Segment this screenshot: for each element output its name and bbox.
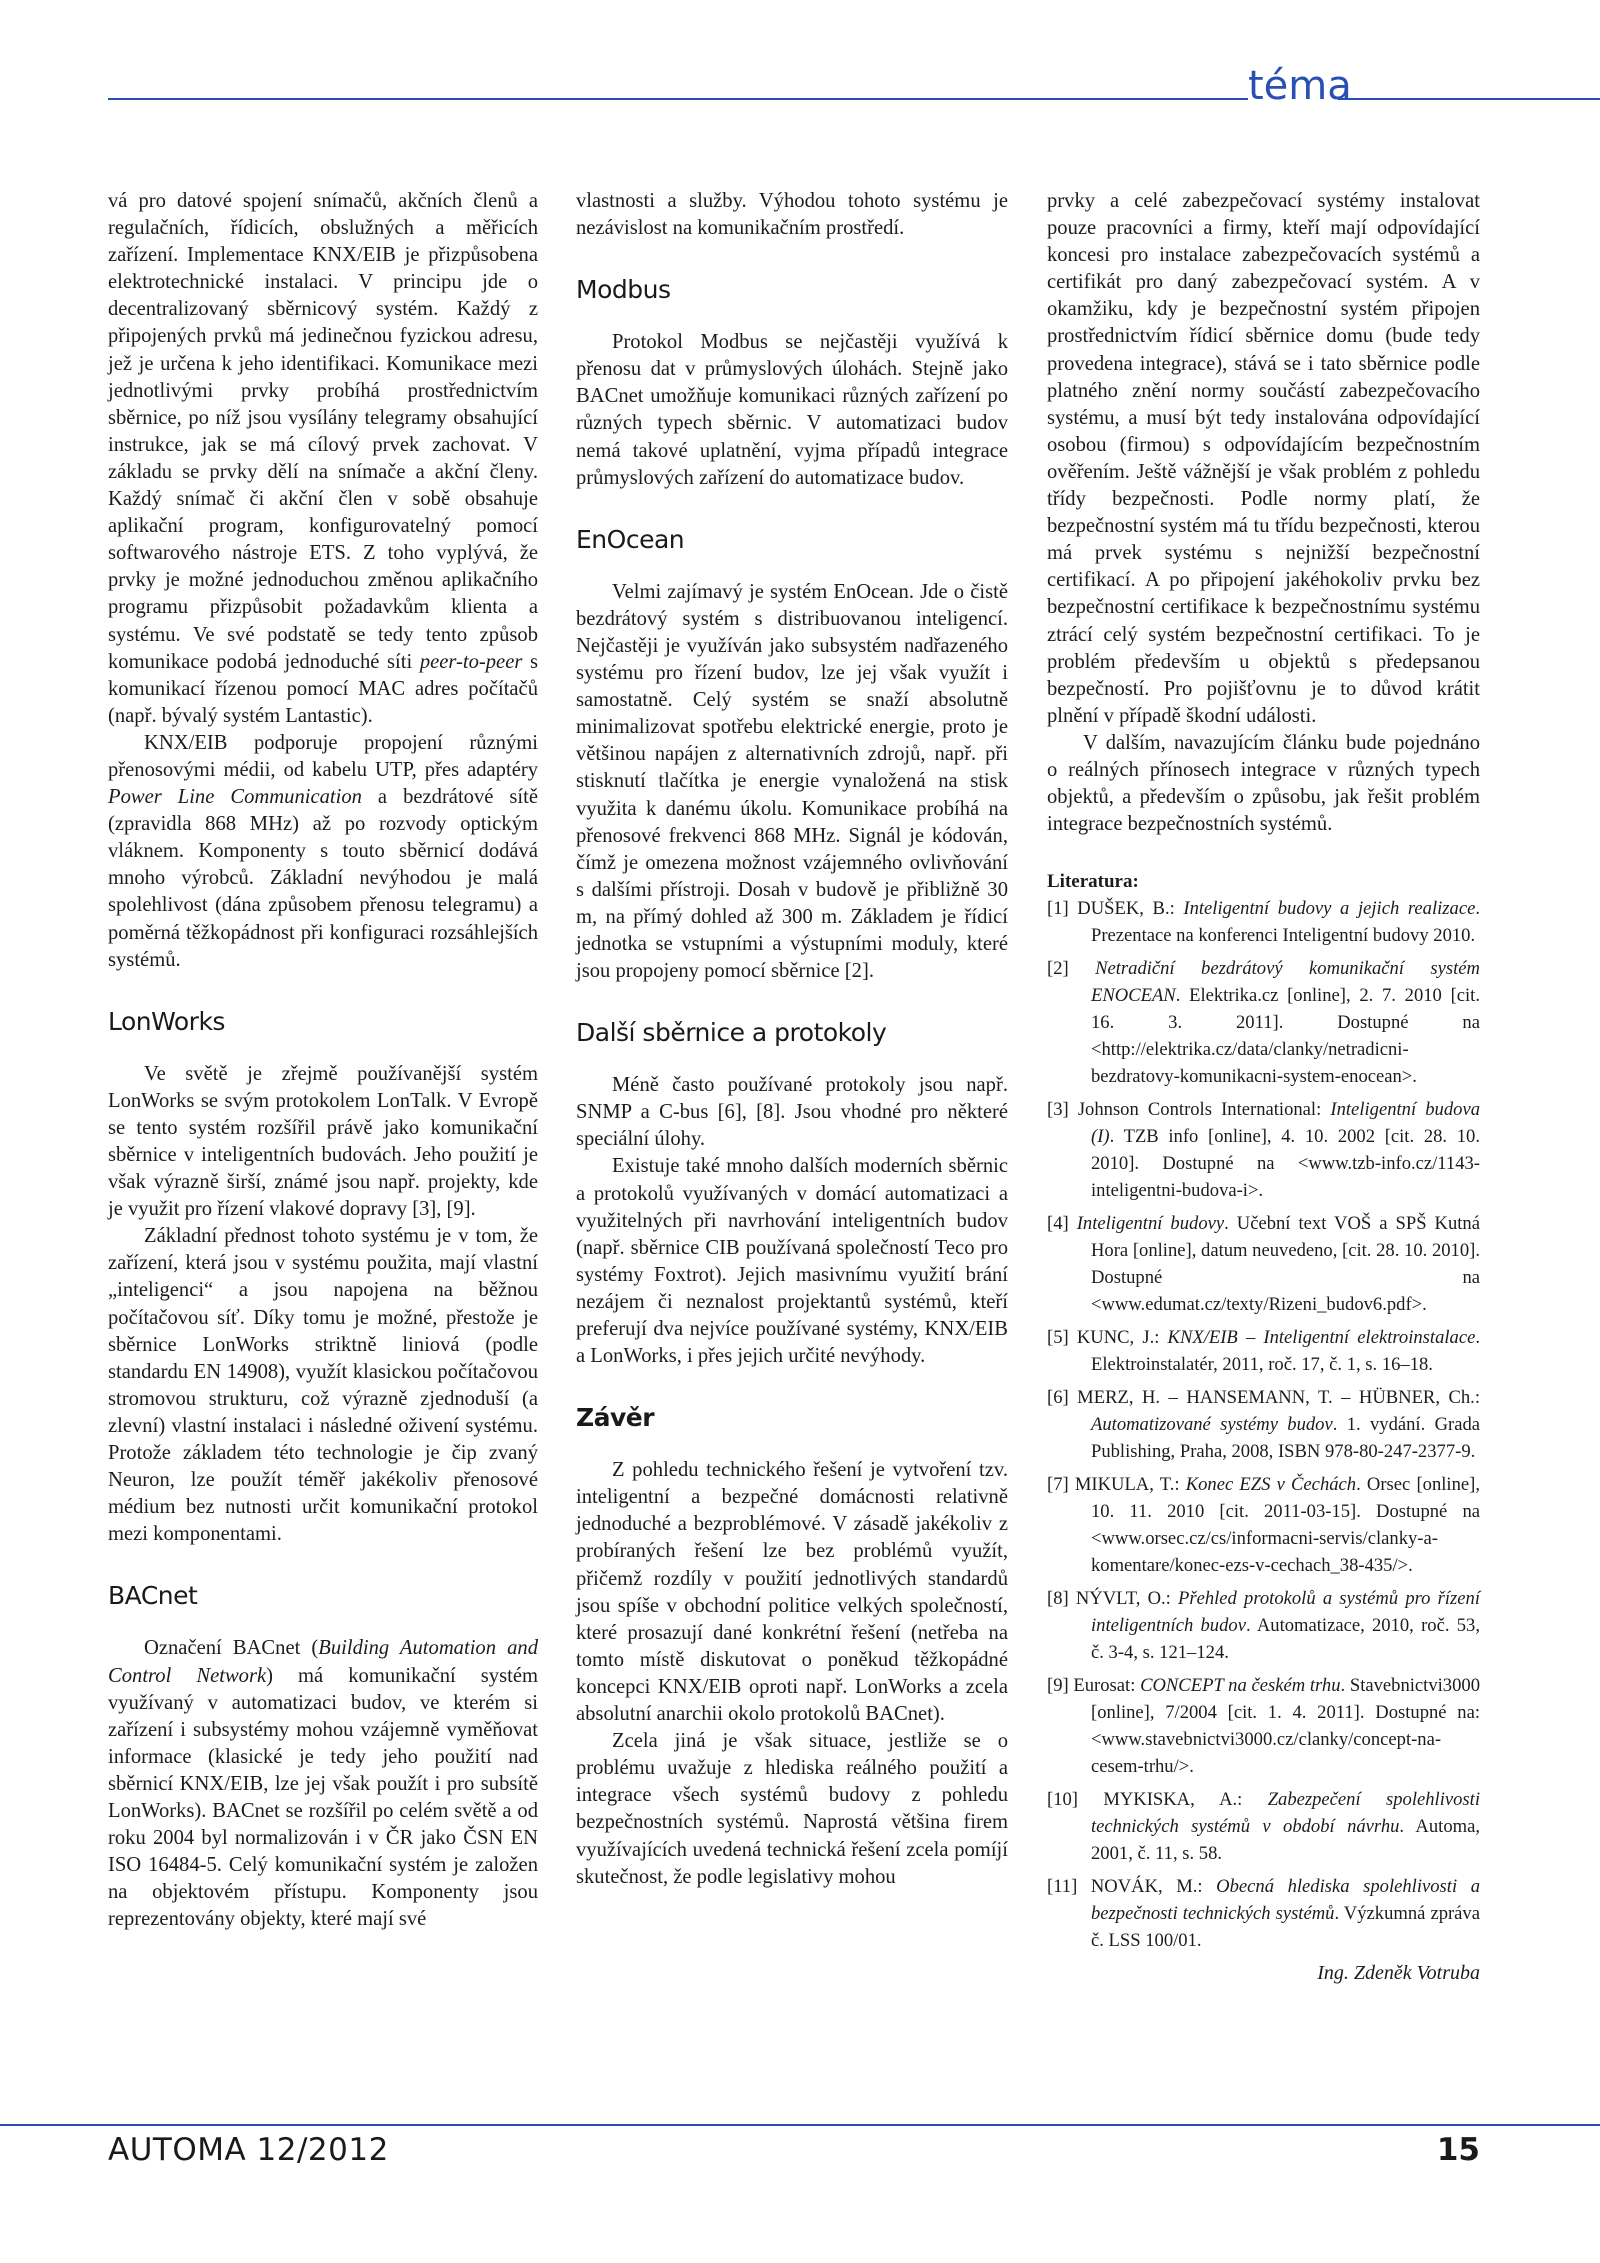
paragraph: vá pro datové spojení snímačů, akčních členů a regulačních, řídicích, obslužných a měřicích zařízení. Implementace KNX/EIB je přizpůsobena elektrotechnické instalaci. V principu jde o decentralizovaný sběrnicový systém. Každý z připojených prvků má jedinečnou fyzickou adresu, jež je určena k jeho identifikaci. Komunikace mezi jednotlivými prvky probíhá prostřednictvím sběrnice, po níž jsou vysílány telegramy obsahující instrukce, jak se má cílový prvek zachovat. V základu se prvky dělí na snímače a akční členy. Každý snímač či akční člen v sobě obsahuje aplikační program, konfigurovatelný pomocí softwarového nástroje ETS. Z toho vyplývá, že prvky je možné jednoduchou změnou aplikačního programu přizpůsobit požadavkům klienta a systému. Ve své podstatě se tedy tento způsob komunikace podobá jednoduché síti peer-to-peer s komunikací řízenou pomocí MAC adres počítačů (např. bývalý systém Lantastic). bbox=[108, 190, 538, 727]
reference-item: [3] Johnson Controls International: Inteligentní budova (I). TZB info [online], 4. 10. 2002 [cit. 28. 10. 2010]. Dostupné na <www.tzb-info.cz/1143-inteligentni-budova-i>. bbox=[1047, 1099, 1480, 1202]
header-rule-right bbox=[1336, 98, 1600, 100]
reference-item: [11] NOVÁK, M.: Obecná hlediska spolehlivosti a bezpečnosti technických systémů. Výzkumná zpráva č. LSS 100/01. bbox=[1047, 1876, 1480, 1952]
reference-item: [2] Netradiční bezdrátový komunikační systém ENOCEAN. Elektrika.cz [online], 2. 7. 2010 [cit. 16. 3. 2011]. Dostupné na <http://elektrika.cz/data/clanky/netradicni-bezdratovy-komunikacni-system-enocean>. bbox=[1047, 958, 1480, 1088]
paragraph: prvky a celé zabezpečovací systémy instalovat pouze pracovníci a firmy, kteří mají odpovídající koncesi pro instalace zabezpečovacích systémů a certifikát pro daný zabezpečovací systém. A v okamžiku, kdy je bezpečnostní systém připojen prostřednictvím řídicí sběrnice domu (bude tedy provedena integrace), stává se i tato sběrnice podle platného znění normy součástí zabezpečovacího systému, a musí být tedy instalována odpovídající osobou (firmou) s odpovídajícím bezpečnostním ověřením. Ještě vážnější je však problém z pohledu třídy bezpečnosti. Podle normy platí, že bezpečnostní systém má tu třídu bezpečnosti, kterou má prvek systému s nejnižší bezpečnostní certifikací. A po připojení jakéhokoliv prvku bez bezpečnostní certifikace k bezpečnostnímu systému ztrácí celý systém bezpečnostní certifikaci. To je problém především u objektů s předepsanou bezpečností. Pro pojišťovnu je to důvod krátit plnění v případě škodní události. bbox=[1047, 190, 1480, 727]
footer-rule bbox=[0, 2124, 1600, 2126]
paragraph: Základní přednost tohoto systému je v tom, že zařízení, která jsou v systému použita, mají vlastní „inteligenci“ a jsou napojena na běžnou počítačovou síť. Díky tomu je možné, přestože je sběrnice LonWorks striktně liniová (podle standardu EN 14908), využít klasickou počítačovou stromovou strukturu, což výrazně zjednoduší (a zlevní) vlastní instalaci i následné oživení systému. Protože základem této technologie je čip zvaný Neuron, lze použít téměř jakékoliv přenosové médium bez nutnosti určit komunikační protokol mezi komponentami. bbox=[108, 1225, 538, 1546]
reference-item: [7] MIKULA, T.: Konec EZS v Čechách. Orsec [online], 10. 11. 2010 [cit. 2011-03-15]. Dostupné na <www.orsec.cz/cs/informacni-servis/clanky-a-komentare/konec-ezs-v-cechach_38-435/>. bbox=[1047, 1474, 1480, 1577]
heading-modbus: Modbus bbox=[576, 275, 671, 305]
column-3 bbox=[1047, 188, 1480, 1987]
magazine-issue: AUTOMA 12/2012 bbox=[108, 2132, 389, 2168]
author: Ing. Zdeněk Votruba bbox=[1317, 1962, 1480, 1985]
section-label: téma bbox=[1248, 63, 1352, 109]
paragraph: Ve světě je zřejmě používanější systém LonWorks se svým protokolem LonTalk. V Evropě se tento systém rozšířil právě jako komunikační sběrnice v inteligentních budovách. Jeho použití je však výrazně širší, známé jsou např. projekty, kde je využit pro řízení vlakové dopravy [3], [9]. bbox=[108, 1062, 538, 1221]
reference-item: [1] DUŠEK, B.: Inteligentní budovy a jejich realizace. Prezentace na konferenci Inteligentní budovy 2010. bbox=[1047, 898, 1480, 947]
heading-zaver: Závěr bbox=[576, 1403, 655, 1433]
paragraph: Existuje také mnoho dalších moderních sběrnic a protokolů využívaných v domácí automatizaci a využitelných při navrhování inteligentních budov (např. sběrnice CIB používaná společností Teco pro systémy Foxtrot). Jejich masivnímu využití brání nezájem či neznalost projektantů systémů, kteří preferují dva nejvíce používané systémy, KNX/EIB a LonWorks, i přes jejich určité nevýhody. bbox=[576, 1155, 1008, 1368]
column-2 bbox=[576, 188, 1008, 1891]
heading-enocean: EnOcean bbox=[576, 524, 685, 554]
heading-bacnet: BACnet bbox=[108, 1581, 198, 1611]
page-number: 15 bbox=[1436, 2132, 1480, 2168]
paragraph: V dalším, navazujícím článku bude pojednáno o reálných přínosech integrace v různých typech objektů, a především o způsobu, jak řešit problém integrace bezpečnostních systémů. bbox=[1047, 731, 1480, 836]
reference-item: [5] KUNC, J.: KNX/EIB – Inteligentní elektroinstalace. Elektroinstalatér, 2011, roč. 17, č. 1, s. 16–18. bbox=[1047, 1327, 1480, 1376]
reference-item: [10] MYKISKA, A.: Zabezpečení spolehlivosti technických systémů v období návrhu. Automa, 2001, č. 11, s. 58. bbox=[1047, 1789, 1480, 1865]
header-rule bbox=[108, 98, 1260, 100]
reference-item: [6] MERZ, H. – HANSEMANN, T. – HÜBNER, Ch.: Automatizované systémy budov. 1. vydání. Grada Publishing, Praha, 2008, ISBN 978-80-247-2377-9. bbox=[1047, 1387, 1480, 1463]
paragraph: Protokol Modbus se nejčastěji využívá k přenosu dat v průmyslových úlohách. Stejně jako BACnet umožňuje komunikaci různých zařízení po různých typech sběrnic. V automatizaci budov nemá takové uplatnění, vyjma případů integrace průmyslových zařízení do automatizace budov. bbox=[576, 331, 1008, 489]
paragraph: Označení BACnet (Building Automation and Control Network) má komunikační systém využívaný v automatizaci budov, ve kterém si zařízení i subsystémy mohou vzájemně vyměňovat informace (klasické je tedy jeho použití nad sběrnicí KNX/EIB, lze jej však použít i pro subsítě LonWorks). BACnet se rozšířil po celém světě a od roku 2004 byl normalizován i v ČR jako ČSN EN ISO 16484-5. Celý komunikační systém je založen na objektovém přístupu. Komponenty jsou reprezentovány objekty, které mají své bbox=[108, 1637, 538, 1931]
references-list bbox=[1047, 895, 1480, 1954]
paragraph: KNX/EIB podporuje propojení různými přenosovými médii, od kabelu UTP, přes adaptéry Power Line Communication a bezdrátové sítě (zpravidla 868 MHz) až po rozvody optickým vláknem. Komponenty s touto sběrnicí dodává mnoho výrobců. Základní nevýhodou je malá spolehlivost (dána způsobem přenosu telegramu) a poměrná těžkopádnost při konfiguraci rozsáhlejších systémů. bbox=[108, 731, 538, 971]
heading-dalsi: Další sběrnice a protokoly bbox=[576, 1018, 887, 1048]
paragraph: Velmi zajímavý je systém EnOcean. Jde o čistě bezdrátový systém s distribuovanou inteligencí. Nejčastěji je využíván jako subsystém nadřazeného systému pro řízení budov, lze jej však využít i samostatně. Celý systém se snaží absolutně minimalizovat spotřebu elektrické energie, proto je většinou napájen z alternativních zdrojů, např. při stisknutí tlačítka je energie vynaložená na stisk využita k danému úkolu. Komunikace probíhá na přenosové frekvenci 868 MHz. Signál je kódován, čímž je omezena možnost vzájemného ovlivňování s dalšími přístroji. Dosah v budově je přibližně 30 m, na přímý dohled až 300 m. Základem je řídicí jednotka se vstupními a výstupními moduly, které jsou propojeny pomocí sběrnice [2]. bbox=[576, 580, 1008, 983]
reference-item: [4] Inteligentní budovy. Učební text VOŠ a SPŠ Kutná Hora [online], datum neuvedeno, [cit. 28. 10. 2010]. Dostupné na <www.edumat.cz/texty/Rizeni_budov6.pdf>. bbox=[1047, 1213, 1480, 1316]
heading-lonworks: LonWorks bbox=[108, 1006, 225, 1036]
paragraph: Méně často používané protokoly jsou např. SNMP a C-bus [6], [8]. Jsou vhodné pro některé speciální úlohy. bbox=[576, 1074, 1008, 1151]
column-1 bbox=[108, 188, 538, 1933]
paragraph: Zcela jiná je však situace, jestliže se o problému uvažuje z hlediska reálného použití a integrace všech systémů budovy z pohledu bezpečnostních systémů. Naprostá většina firem využívajících uvedená technická řešení zcela pomíjí skutečnost, že podle legislativy mohou bbox=[576, 1730, 1008, 1888]
paragraph: vlastnosti a služby. Výhodou tohoto systému je nezávislost na komunikačním prostředí. bbox=[576, 190, 1008, 240]
reference-item: [8] NÝVLT, O.: Přehled protokolů a systémů pro řízení inteligentních budov. Automatizace, 2010, roč. 53, č. 3-4, s. 121–124. bbox=[1047, 1588, 1480, 1664]
paragraph: Z pohledu technického řešení je vytvoření tzv. inteligentní a bezpečné domácnosti relativně jednoduché a bezproblémové. V zásadě jakékoliv z probíraných řešení lze bez problémů využít, přičemž rozdíly v použití jednotlivých standardů jsou spíše v obchodní politice velkých společností, které prosazují dané konkrétní řešení (netřeba na tomto místě diskutovat o poněkud těžkopádné koncepci KNX/EIB oproti např. LonWorks a zcela absolutní anarchii okolo protokolů BACnet). bbox=[576, 1459, 1008, 1726]
reference-item: [9] Eurosat: CONCEPT na českém trhu. Stavebnictvi3000 [online], 7/2004 [cit. 1. 4. 2011]. Dostupné na: <www.stavebnictvi3000.cz/clanky/concept-na-cesem-trhu/>. bbox=[1047, 1675, 1480, 1778]
references-title: Literatura: bbox=[1047, 871, 1139, 893]
